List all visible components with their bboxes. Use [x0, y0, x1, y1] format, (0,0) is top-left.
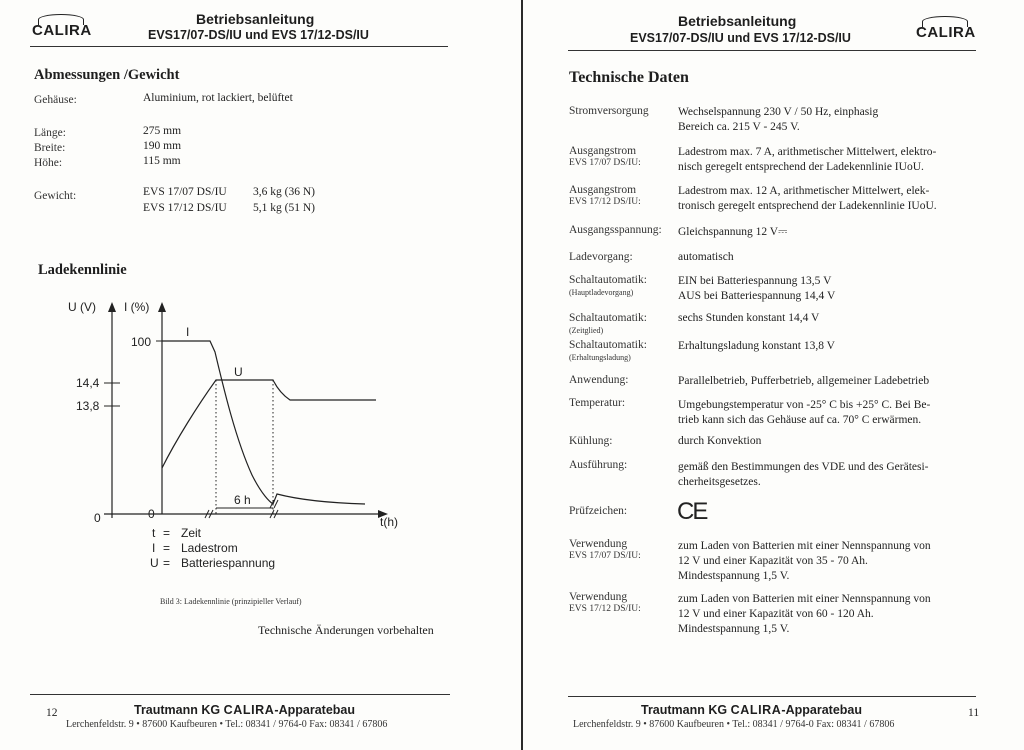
- legend-eq-t: =: [163, 526, 171, 540]
- label-charging-process: Ladevorgang:: [569, 251, 633, 263]
- value-cooling: durch Konvektion: [678, 435, 762, 447]
- footer-company-suffix: -Apparatebau: [274, 703, 355, 717]
- length-label: Länge:: [34, 127, 66, 139]
- footer-company: [641, 703, 862, 717]
- label-temperature: Temperatur:: [569, 397, 626, 409]
- value-line: EIN bei Batteriespannung 13,5 V: [678, 275, 832, 287]
- footer-company-prefix: Trautmann KG: [134, 703, 224, 717]
- binding-spine: [521, 0, 523, 750]
- label-application: Anwendung:: [569, 374, 629, 386]
- legend-text-i: Ladestrom: [181, 541, 238, 555]
- footer-company-suffix: -Apparatebau: [781, 703, 862, 717]
- value-power-supply: [678, 105, 878, 135]
- legend-text-u: Batteriespannung: [181, 556, 276, 570]
- label-certification: Prüfzeichen:: [569, 505, 628, 517]
- label-usage-07: Verwendung: [569, 538, 628, 550]
- label-switch-main: Schaltautomatik:: [569, 274, 647, 286]
- value-output-current-07: [678, 145, 936, 175]
- header-subtitle: EVS17/07-DS/IU und EVS 17/12-DS/IU: [630, 31, 851, 45]
- ce-mark-icon: CE: [677, 498, 707, 525]
- housing-label: Gehäuse:: [34, 94, 77, 106]
- current-curve: [162, 341, 365, 504]
- value-line: AUS bei Batteriespannung 14,4 V: [678, 290, 836, 302]
- sublabel-switch-maintain: (Erhaltungsladung): [569, 353, 631, 362]
- sublabel-switch-main: (Hauptladevorgang): [569, 288, 634, 297]
- legend-text-t: Zeit: [181, 526, 202, 540]
- changes-note: Technische Änderungen vorbehalten: [258, 623, 434, 637]
- value-line: cherheitsgesetzes.: [678, 476, 761, 488]
- label-usage-12: Verwendung: [569, 591, 628, 603]
- label-output-current-07: Ausgangstrom: [569, 145, 637, 157]
- value-switch-maintain: Erhaltungsladung konstant 13,8 V: [678, 340, 835, 352]
- value-output-current-12: [678, 184, 937, 214]
- footer-company-brand: CALIRA: [223, 703, 275, 717]
- footer-rule: [568, 696, 976, 697]
- value-line: Umgebungstemperatur von -25° C bis +25° C. Bei Be-: [678, 399, 931, 411]
- length-value: 275 mm: [143, 125, 182, 137]
- sublabel-usage-12: EVS 17/12 DS/IU:: [569, 604, 641, 614]
- i-axis-label: I (%): [124, 300, 150, 314]
- value-line: tronisch geregelt entsprechend der Ladekennlinie IUoU.: [678, 200, 937, 212]
- value-line: zum Laden von Batterien mit einer Nennspannung von: [678, 540, 931, 552]
- value-application: Parallelbetrieb, Pufferbetrieb, allgemeiner Ladebetrieb: [678, 375, 930, 387]
- value-switch-main: [678, 274, 835, 304]
- value-usage-07: [678, 539, 931, 584]
- height-value: 115 mm: [143, 155, 181, 167]
- header-rule: [568, 50, 976, 51]
- label-cooling: Kühlung:: [569, 435, 613, 447]
- value-usage-12: [678, 592, 931, 637]
- calira-logo-right: [914, 14, 976, 42]
- footer-address: Lerchenfeldstr. 9 • 87600 Kaufbeuren • Tel.: 08341 / 9764-0 Fax: 08341 / 67806: [66, 719, 388, 730]
- u-axis-label: U (V): [68, 300, 96, 314]
- sublabel-output-current-07: EVS 17/07 DS/IU:: [569, 158, 641, 168]
- sublabel-switch-timer: (Zeitglied): [569, 326, 604, 335]
- figure-caption: Bild 3: Ladekennlinie (prinzipieller Verlauf): [160, 597, 302, 606]
- tick-label-100: 100: [131, 335, 152, 349]
- value-line: Ladestrom max. 12 A, arithmetischer Mittelwert, elek-: [678, 185, 930, 197]
- curve-heading: Ladekennlinie: [38, 262, 127, 278]
- sublabel-output-current-12: EVS 17/12 DS/IU:: [569, 197, 641, 207]
- legend-sym-t: t: [152, 526, 156, 540]
- value-charging-process: automatisch: [678, 251, 734, 263]
- width-label: Breite:: [34, 142, 66, 154]
- value-temperature: [678, 398, 930, 428]
- logo-text: CALIRA: [32, 22, 92, 39]
- time-axis-label: t(h): [380, 515, 398, 529]
- footer-rule: [30, 694, 450, 695]
- legend-eq-u: =: [163, 556, 171, 570]
- u-axis-arrow: [108, 302, 116, 312]
- curve-label-u: U: [234, 365, 243, 379]
- weight-value-2: 5,1 kg (51 N): [253, 202, 315, 214]
- footer-address: Lerchenfeldstr. 9 • 87600 Kaufbeuren • Tel.: 08341 / 9764-0 Fax: 08341 / 67806: [573, 719, 895, 730]
- height-label: Höhe:: [34, 157, 63, 169]
- value-design: [678, 460, 929, 490]
- charging-curve-diagram: [0, 290, 440, 590]
- label-output-current-12: Ausgangstrom: [569, 184, 637, 196]
- footer-company-brand: CALIRA: [730, 703, 782, 717]
- value-line: trieb kann sich das Gehäuse auf ca. 70° C erwärmen.: [678, 414, 922, 426]
- weight-value-1: 3,6 kg (36 N): [253, 186, 315, 198]
- weight-label: Gewicht:: [34, 190, 77, 202]
- tick-label-138: 13,8: [76, 399, 100, 413]
- curve-label-i: I: [186, 325, 190, 339]
- value-output-voltage: Gleichspannung 12 V⎓: [678, 226, 788, 238]
- housing-value: Aluminium, rot lackiert, belüftet: [143, 92, 293, 104]
- width-value: 190 mm: [143, 140, 182, 152]
- i-axis-arrow: [158, 302, 166, 312]
- sublabel-usage-07: EVS 17/07 DS/IU:: [569, 551, 641, 561]
- value-line: Bereich ca. 215 V - 245 V.: [678, 121, 800, 133]
- value-line: Wechselspannung 230 V / 50 Hz, einphasig: [678, 106, 879, 118]
- label-power-supply: Stromversorgung: [569, 105, 649, 117]
- label-switch-timer: Schaltautomatik:: [569, 312, 647, 324]
- legend-sym-u: U: [150, 556, 159, 570]
- calira-logo-left: [30, 12, 92, 40]
- tech-data-heading: Technische Daten: [569, 69, 689, 86]
- tick-label-144: 14,4: [76, 376, 100, 390]
- value-line: 12 V und einer Kapazität von 60 - 120 Ah.: [678, 608, 874, 620]
- footer-company: [134, 703, 355, 717]
- legend-sym-i: I: [152, 541, 156, 555]
- value-line: Mindestspannung 1,5 V.: [678, 623, 790, 635]
- value-line: gemäß den Bestimmungen des VDE und des Gerätesi-: [678, 461, 929, 473]
- label-output-voltage: Ausgangsspannung:: [569, 224, 662, 236]
- logo-text: CALIRA: [916, 24, 976, 41]
- legend-eq-i: =: [163, 541, 171, 555]
- value-line: nisch geregelt entsprechend der Ladekennlinie IUoU.: [678, 161, 924, 173]
- duration-label: 6 h: [234, 493, 251, 507]
- header-title: Betriebsanleitung: [196, 11, 315, 27]
- value-line: Ladestrom max. 7 A, arithmetischer Mittelwert, elektro-: [678, 146, 937, 158]
- value-line: zum Laden von Batterien mit einer Nennspannung von: [678, 593, 931, 605]
- page-number: 11: [968, 707, 980, 719]
- label-switch-maintain: Schaltautomatik:: [569, 339, 647, 351]
- value-line: 12 V und einer Kapazität von 35 - 70 Ah.: [678, 555, 868, 567]
- footer-company-prefix: Trautmann KG: [641, 703, 731, 717]
- value-switch-timer: sechs Stunden konstant 14,4 V: [678, 312, 820, 324]
- tick-label-0-u: 0: [94, 511, 101, 525]
- label-design: Ausführung:: [569, 459, 628, 471]
- header-subtitle: EVS17/07-DS/IU und EVS 17/12-DS/IU: [148, 28, 369, 42]
- value-line: Mindestspannung 1,5 V.: [678, 570, 790, 582]
- header-rule: [30, 46, 448, 47]
- tick-label-0-i: 0: [148, 507, 155, 521]
- page-number: 12: [46, 707, 58, 719]
- voltage-curve: [162, 380, 376, 468]
- weight-model-2: EVS 17/12 DS/IU: [143, 202, 227, 214]
- weight-model-1: EVS 17/07 DS/IU: [143, 186, 227, 198]
- header-title: Betriebsanleitung: [678, 13, 797, 29]
- dimensions-heading: Abmessungen /Gewicht: [34, 67, 180, 83]
